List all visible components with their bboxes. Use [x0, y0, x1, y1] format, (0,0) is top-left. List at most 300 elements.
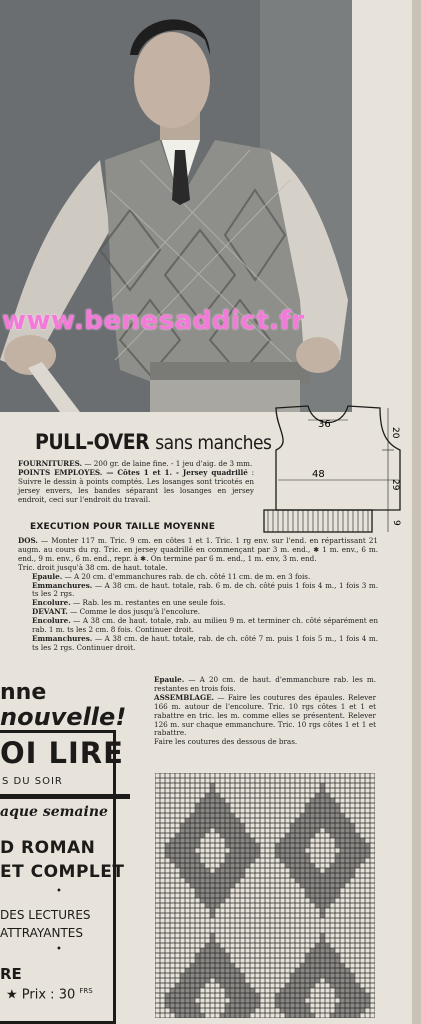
grid-cell-shaded [325, 818, 330, 823]
grid-cell-shaded [300, 978, 305, 983]
grid-cell-shaded [165, 853, 170, 858]
encolure2-paragraph [18, 617, 378, 635]
grid-cell-shaded [250, 993, 255, 998]
grid-cell-shaded [365, 998, 370, 1003]
grid-cell-shaded [305, 978, 310, 983]
grid-cell-shaded [295, 848, 300, 853]
grid-cell-shaded [295, 998, 300, 1003]
grid-cell-shaded [300, 868, 305, 873]
grid-cell-shaded [180, 1003, 185, 1008]
grid-cell-shaded [340, 973, 345, 978]
grid-cell-shaded [360, 988, 365, 993]
grid-cell-shaded [235, 988, 240, 993]
grid-cell-shaded [310, 868, 315, 873]
grid-cell-shaded [240, 828, 245, 833]
grid-cell-shaded [235, 853, 240, 858]
grid-cell-shaded [235, 978, 240, 983]
grid-cell-shaded [215, 968, 220, 973]
grid-cell-shaded [305, 973, 310, 978]
grid-cell-shaded [225, 853, 230, 858]
grid-cell-shaded [235, 848, 240, 853]
grid-cell-shaded [290, 868, 295, 873]
grid-cell-shaded [205, 963, 210, 968]
grid-cell-shaded [320, 878, 325, 883]
grid-cell-shaded [185, 998, 190, 1003]
grid-cell-shaded [180, 978, 185, 983]
grid-cell-shaded [170, 998, 175, 1003]
grid-cell-shaded [310, 818, 315, 823]
grid-cell-shaded [285, 998, 290, 1003]
grid-cell-shaded [275, 848, 280, 853]
grid-cell-shaded [325, 883, 330, 888]
grid-cell-shaded [240, 853, 245, 858]
grid-cell-shaded [230, 993, 235, 998]
grid-cell-shaded [340, 1013, 345, 1018]
grid-cell-shaded [305, 818, 310, 823]
grid-cell-shaded [200, 803, 205, 808]
grid-cell-shaded [310, 973, 315, 978]
grid-cell-shaded [335, 853, 340, 858]
advert-bullet-1: • [56, 886, 62, 897]
advert-bullet-2: • [56, 944, 62, 955]
grid-cell-shaded [170, 848, 175, 853]
grid-cell-shaded [235, 818, 240, 823]
grid-cell-shaded [305, 983, 310, 988]
grid-cell-shaded [325, 813, 330, 818]
grid-cell-shaded [215, 898, 220, 903]
grid-cell-shaded [215, 808, 220, 813]
grid-cell-shaded [225, 973, 230, 978]
assemblage-paragraph [140, 694, 376, 739]
grid-cell-shaded [230, 968, 235, 973]
grid-cell-shaded [230, 1008, 235, 1013]
grid-cell-shaded [220, 808, 225, 813]
grid-cell-shaded [245, 853, 250, 858]
grid-cell-shaded [205, 898, 210, 903]
grid-cell-shaded [325, 823, 330, 828]
grid-cell-shaded [335, 818, 340, 823]
grid-cell-shaded [180, 1013, 185, 1018]
grid-cell-shaded [315, 888, 320, 893]
title-main: PULL-OVER [35, 430, 150, 454]
dos-text: — Monter 117 m. Tric. 9 cm. en côtes 1 et 1. Tric. 1 rg env. sur l'end. en répartissant 21 augm. au cours du rg. Tric. en jersey quadrillé en commençant par 3 m. end., ✱ 1 m. env., 6 m. end., 9 m. env., 6 m. end., repr. à ✱. On termine par 6 m. end., 1 m. env, 3 m. end. [18, 536, 378, 563]
grid-cell-shaded [190, 988, 195, 993]
grid-cell-shaded [300, 878, 305, 883]
grid-cell-shaded [190, 968, 195, 973]
grid-cell-shaded [235, 878, 240, 883]
grid-cell-shaded [180, 998, 185, 1003]
grid-cell-shaded [280, 848, 285, 853]
grid-cell-shaded [275, 993, 280, 998]
grid-cell-shaded [195, 883, 200, 888]
page-edge [412, 0, 421, 1024]
grid-cell-shaded [240, 1003, 245, 1008]
grid-cell-shaded [295, 988, 300, 993]
grid-cell-shaded [225, 893, 230, 898]
grid-cell-shaded [290, 828, 295, 833]
grid-cell-shaded [320, 963, 325, 968]
grid-cell-shaded [320, 943, 325, 948]
points-label: POINTS EMPLOYES. — Côtes 1 et 1. - Jersey quadrillé [18, 467, 248, 477]
grid-cell-shaded [210, 818, 215, 823]
grid-cell-shaded [230, 853, 235, 858]
grid-cell-shaded [350, 988, 355, 993]
grid-cell-shaded [285, 843, 290, 848]
grid-cell-shaded [225, 803, 230, 808]
grid-cell-shaded [235, 993, 240, 998]
advert-line-1: nne [0, 680, 47, 705]
grid-cell-shaded [300, 1008, 305, 1013]
grid-cell-shaded [195, 803, 200, 808]
assemblage-text-2: Faire les coutures des dessous de bras. [154, 737, 298, 747]
grid-cell-shaded [170, 1008, 175, 1013]
grid-cell-shaded [315, 943, 320, 948]
grid-cell-shaded [230, 818, 235, 823]
grid-cell-shaded [340, 1008, 345, 1013]
grid-cell-shaded [215, 903, 220, 908]
grid-cell-shaded [205, 978, 210, 983]
grid-cell-shaded [195, 873, 200, 878]
grid-cell-shaded [295, 823, 300, 828]
emmanchures-text: — A 38 cm. de haut. totale, rab. 6 m. de ch. côté puis 1 fois 4 m., 1 fois 3 m. ts les 2 rgs. [32, 580, 378, 599]
grid-cell-shaded [220, 1013, 225, 1018]
grid-cell-shaded [205, 973, 210, 978]
advert-rule [0, 794, 130, 799]
grid-cell-shaded [255, 998, 260, 1003]
grid-cell-shaded [285, 833, 290, 838]
grid-cell-shaded [340, 823, 345, 828]
grid-cell-shaded [280, 1008, 285, 1013]
grid-cell-shaded [210, 898, 215, 903]
grid-cell-shaded [345, 1008, 350, 1013]
grid-cell-shaded [290, 838, 295, 843]
grid-cell-shaded [320, 808, 325, 813]
grid-cell-shaded [305, 958, 310, 963]
grid-cell-shaded [275, 1003, 280, 1008]
grid-cell-shaded [305, 953, 310, 958]
grid-cell-shaded [310, 983, 315, 988]
grid-cell-shaded [210, 888, 215, 893]
grid-cell-shaded [315, 798, 320, 803]
grid-cell-shaded [330, 963, 335, 968]
grid-cell-shaded [210, 938, 215, 943]
grid-cell-shaded [205, 953, 210, 958]
grid-cell-shaded [330, 808, 335, 813]
grid-cell-shaded [180, 873, 185, 878]
grid-cell-shaded [190, 853, 195, 858]
grid-cell-shaded [320, 973, 325, 978]
grid-cell-shaded [210, 953, 215, 958]
grid-cell-shaded [250, 1008, 255, 1013]
grid-cell-shaded [310, 883, 315, 888]
grid-cell-shaded [355, 843, 360, 848]
grid-cell-shaded [200, 953, 205, 958]
grid-cell-shaded [355, 1008, 360, 1013]
grid-cell-shaded [300, 968, 305, 973]
grid-cell-shaded [190, 878, 195, 883]
grid-cell-shaded [200, 823, 205, 828]
grid-cell-shaded [340, 873, 345, 878]
grid-cell-shaded [225, 828, 230, 833]
grid-cell-shaded [305, 993, 310, 998]
grid-cell-shaded [185, 828, 190, 833]
grid-cell-shaded [330, 823, 335, 828]
grid-cell-shaded [340, 983, 345, 988]
grid-cell-shaded [250, 843, 255, 848]
grid-cell-shaded [330, 948, 335, 953]
grid-cell-shaded [215, 818, 220, 823]
emmanchures2-paragraph [18, 635, 378, 653]
grid-cell-shaded [210, 913, 215, 918]
grid-cell-shaded [165, 993, 170, 998]
grid-cell-shaded [190, 973, 195, 978]
grid-cell-shaded [175, 988, 180, 993]
grid-cell-shaded [245, 843, 250, 848]
grid-cell-shaded [300, 1003, 305, 1008]
grid-cell-shaded [345, 818, 350, 823]
grid-cell-shaded [225, 823, 230, 828]
grid-cell-shaded [355, 853, 360, 858]
grid-cell-shaded [195, 828, 200, 833]
grid-cell-shaded [310, 898, 315, 903]
grid-cell-shaded [285, 1008, 290, 1013]
grid-cell-shaded [340, 978, 345, 983]
grid-cell-shaded [340, 818, 345, 823]
grid-cell-shaded [205, 878, 210, 883]
grid-cell-shaded [315, 963, 320, 968]
grid-cell-shaded [210, 878, 215, 883]
epaule2-text: — A 20 cm. de haut. d'emmanchure rab. les m. restantes en trois fois. [154, 675, 376, 693]
grid-cell-shaded [315, 898, 320, 903]
grid-cell-shaded [170, 858, 175, 863]
grid-cell-shaded [235, 828, 240, 833]
grid-cell-shaded [320, 958, 325, 963]
grid-cell-shaded [315, 903, 320, 908]
grid-cell-shaded [180, 833, 185, 838]
grid-cell-shaded [310, 878, 315, 883]
grid-cell-shaded [330, 878, 335, 883]
grid-cell-shaded [290, 863, 295, 868]
grid-cell-shaded [290, 853, 295, 858]
grid-cell-shaded [195, 833, 200, 838]
advert-line-7: ET COMPLET [0, 862, 125, 882]
grid-cell-shaded [245, 863, 250, 868]
grid-cell-shaded [235, 1003, 240, 1008]
grid-cell-shaded [230, 978, 235, 983]
grid-cell-shaded [185, 993, 190, 998]
grid-cell-shaded [345, 968, 350, 973]
grid-cell-shaded [190, 833, 195, 838]
grid-cell-shaded [185, 978, 190, 983]
grid-cell-shaded [365, 843, 370, 848]
grid-cell-shaded [325, 798, 330, 803]
grid-cell-shaded [330, 958, 335, 963]
grid-cell-shaded [190, 883, 195, 888]
grid-cell-shaded [295, 828, 300, 833]
grid-cell-shaded [220, 798, 225, 803]
grid-cell-shaded [285, 838, 290, 843]
grid-cell-shaded [305, 823, 310, 828]
grid-cell-shaded [205, 888, 210, 893]
grid-cell-shaded [320, 913, 325, 918]
grid-cell-shaded [355, 848, 360, 853]
grid-cell-shaded [245, 993, 250, 998]
grid-cell-shaded [355, 1013, 360, 1018]
grid-cell-shaded [345, 988, 350, 993]
grid-cell-shaded [295, 858, 300, 863]
grid-cell-shaded [285, 853, 290, 858]
grid-cell-shaded [300, 828, 305, 833]
advert-price-unit: FRS [79, 987, 93, 995]
grid-cell-shaded [325, 958, 330, 963]
grid-cell-shaded [300, 853, 305, 858]
grid-cell-shaded [215, 803, 220, 808]
grid-cell-shaded [230, 848, 235, 853]
grid-cell-shaded [255, 1003, 260, 1008]
grid-cell-shaded [355, 1003, 360, 1008]
grid-cell-shaded [210, 958, 215, 963]
grid-cell-shaded [335, 968, 340, 973]
grid-cell-shaded [225, 863, 230, 868]
grid-cell-shaded [310, 963, 315, 968]
grid-cell-shaded [195, 858, 200, 863]
grid-cell-shaded [295, 873, 300, 878]
grid-cell-shaded [235, 823, 240, 828]
grid-cell-shaded [325, 888, 330, 893]
grid-cell-shaded [335, 953, 340, 958]
grid-cell-shaded [225, 1013, 230, 1018]
grid-cell-shaded [190, 998, 195, 1003]
grid-cell-shaded [225, 888, 230, 893]
grid-cell-shaded [315, 968, 320, 973]
grid-cell-shaded [355, 993, 360, 998]
grid-cell-shaded [195, 823, 200, 828]
grid-cell-shaded [335, 978, 340, 983]
grid-cell-shaded [185, 823, 190, 828]
grid-cell-shaded [315, 883, 320, 888]
grid-cell-shaded [170, 838, 175, 843]
grid-cell-shaded [190, 978, 195, 983]
grid-cell-shaded [190, 813, 195, 818]
grid-cell-shaded [215, 878, 220, 883]
emmanchures-paragraph [18, 582, 378, 600]
grid-cell-shaded [225, 978, 230, 983]
grid-cell-shaded [240, 1013, 245, 1018]
grid-cell-shaded [235, 1013, 240, 1018]
grid-cell-shaded [195, 878, 200, 883]
grid-cell-shaded [230, 883, 235, 888]
grid-cell-shaded [325, 803, 330, 808]
grid-cell-shaded [330, 983, 335, 988]
grid-cell-shaded [235, 968, 240, 973]
grid-cell-shaded [320, 873, 325, 878]
grid-cell-shaded [195, 818, 200, 823]
grid-cell-shaded [345, 873, 350, 878]
grid-cell-shaded [325, 828, 330, 833]
grid-cell-shaded [290, 833, 295, 838]
grid-cell-shaded [350, 998, 355, 1003]
grid-cell-shaded [310, 888, 315, 893]
grid-cell-shaded [225, 818, 230, 823]
grid-cell-shaded [315, 868, 320, 873]
grid-cell-shaded [225, 808, 230, 813]
grid-cell-shaded [200, 883, 205, 888]
grid-cell-shaded [215, 868, 220, 873]
grid-cell-shaded [335, 888, 340, 893]
grid-cell-shaded [225, 883, 230, 888]
grid-cell-shaded [205, 873, 210, 878]
grid-cell-shaded [230, 1013, 235, 1018]
grid-cell-shaded [225, 838, 230, 843]
assemblage-paragraph-2 [140, 738, 376, 747]
grid-cell-shaded [330, 953, 335, 958]
grid-cell-shaded [355, 998, 360, 1003]
grid-cell-shaded [320, 903, 325, 908]
grid-cell-shaded [355, 983, 360, 988]
grid-cell-shaded [315, 808, 320, 813]
grid-cell-shaded [335, 878, 340, 883]
grid-cell-shaded [195, 893, 200, 898]
grid-cell-shaded [200, 863, 205, 868]
grid-cell-shaded [225, 813, 230, 818]
grid-cell-shaded [305, 968, 310, 973]
grid-cell-shaded [320, 818, 325, 823]
grid-cell-shaded [175, 998, 180, 1003]
grid-cell-shaded [195, 813, 200, 818]
grid-cell-shaded [195, 808, 200, 813]
grid-cell-shaded [175, 1003, 180, 1008]
grid-cell-shaded [330, 898, 335, 903]
grid-cell-shaded [195, 843, 200, 848]
grid-cell-shaded [205, 943, 210, 948]
fournitures-text: — 200 gr. de laine fine. - 1 jeu d'aig. de 3 mm. [82, 459, 253, 468]
grid-cell-shaded [225, 983, 230, 988]
grid-cell-shaded [295, 853, 300, 858]
grid-cell-shaded [225, 968, 230, 973]
grid-cell-shaded [195, 983, 200, 988]
grid-cell-shaded [290, 998, 295, 1003]
grid-cell-shaded [290, 1013, 295, 1018]
grid-cell-shaded [245, 988, 250, 993]
advert-line-6: D ROMAN [0, 838, 96, 858]
grid-cell-shaded [220, 958, 225, 963]
grid-cell-shaded [190, 1013, 195, 1018]
grid-cell-shaded [340, 828, 345, 833]
watermark-text: www.benesaddict.fr [2, 306, 305, 336]
grid-cell-shaded [165, 848, 170, 853]
grid-cell-shaded [185, 833, 190, 838]
dim-width-label: 48 [312, 469, 325, 480]
model-photo-drawing [0, 0, 352, 412]
grid-cell-shaded [235, 858, 240, 863]
grid-cell-shaded [365, 848, 370, 853]
grid-cell-shaded [220, 813, 225, 818]
grid-cell-shaded [355, 858, 360, 863]
grid-cell-shaded [320, 803, 325, 808]
grid-cell-shaded [290, 848, 295, 853]
grid-cell-shaded [240, 1008, 245, 1013]
grid-cell-shaded [275, 998, 280, 1003]
grid-cell-shaded [340, 848, 345, 853]
grid-cell-shaded [200, 968, 205, 973]
grid-cell-shaded [335, 803, 340, 808]
grid-cell-shaded [235, 983, 240, 988]
grid-cell-shaded [240, 988, 245, 993]
grid-cell-shaded [200, 888, 205, 893]
grid-cell-shaded [320, 938, 325, 943]
grid-cell-shaded [190, 818, 195, 823]
points-text: : Suivre le dessin à points comptés. Les losanges sont tricotés en jersey envers, les bandes séparant les losanges en jersey endroit, ceci sur l'endroit du travail. [18, 467, 254, 504]
